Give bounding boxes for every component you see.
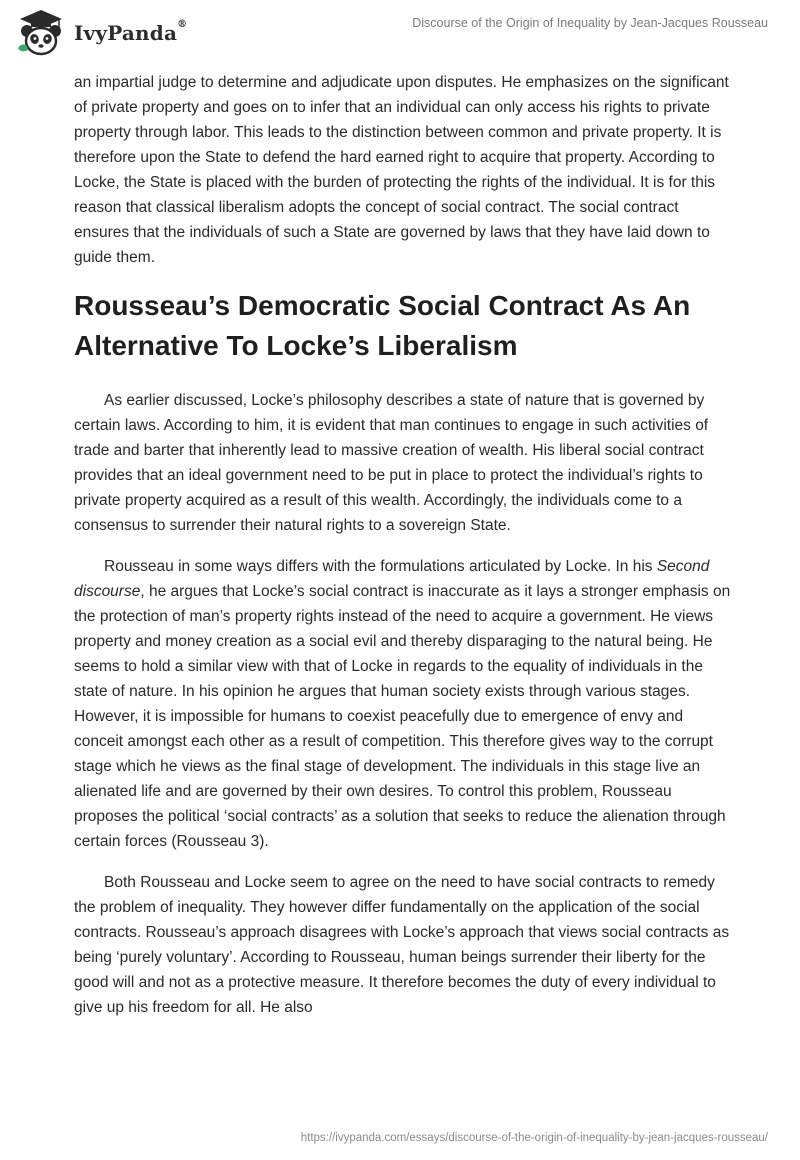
paragraph: Both Rousseau and Locke seem to agree on the need to have social contracts to remedy the problem of inequality. They however differ fundamentally on the application of the social contracts. Rousseau’s approach disagrees with Locke’s approach that views social contracts as being ‘purely voluntary’. According to Rousseau, human beings surrender their liberty for the good will and not as a protective measure. It therefore becomes the duty of every individual to give up his freedom for all. He also (74, 874, 730, 1016)
paragraph: an impartial judge to determine and adjudicate upon disputes. He emphasizes on the significant of private property and goes on to infer that an individual can only access his rights to private property through labor. This leads to the distinction between common and private property. It is therefore upon the State to defend the hard earned right to acquire that property. According to Locke, the State is placed with the burden of protecting the rights of the individual. It is for this reason that classical liberalism adopts the concept of social contract. The social contract ensures that the individuals of such a State are governed by laws that they have laid down to guide them. (74, 74, 729, 266)
paragraph: As earlier discussed, Locke’s philosophy describes a state of nature that is governed by certain laws. According to him, it is evident that man continues to engage in such activities of trade and barter that inherently lead to massive creation of wealth. His liberal social contract provides that an ideal government need to be put in place to protect the individual’s rights to private property acquired as a result of this wealth. Accordingly, the individuals come to a consensus to surrender their natural rights to a sovereign State. (74, 392, 709, 534)
paragraph-text: , he argues that Locke’s social contract is inaccurate as it lays a stronger emphasis on the protection of man’s property rights instead of the need to acquire a government. He views property and money creation as a social evil and thereby disparaging to the natural being. He seems to hold a similar view with that of Locke in regards to the equality of individuals in the state of nature. In his opinion he argues that human society exists through various stages. However, it is impossible for humans to coexist peacefully due to emergence of envy and conceit amongst each other as a result of competition. This therefore gives way to the corrupt stage which he views as the final stage of development. The individuals in this stage live an alienated life and are governed by their own desires. To control this problem, Rousseau proposes the political ‘social contracts’ as a solution that seeks to reduce the alienation through certain forces (Rousseau 3). (74, 583, 731, 850)
source-url[interactable]: https://ivypanda.com/essays/discourse-of-the-origin-of-inequality-by-jean-jacques-rousseau/ (300, 1132, 768, 1144)
page-header (0, 0, 800, 70)
document-title: Discourse of the Origin of Inequality by Jean-Jacques Rousseau (412, 16, 768, 30)
logo[interactable] (14, 6, 187, 60)
brand-name: IvyPanda® (74, 19, 188, 45)
panda-graduation-icon (14, 6, 68, 60)
section-heading: Rousseau’s Democratic Social Contract As An Alternative To Locke’s Liberalism (74, 290, 691, 361)
paragraph-text: Rousseau in some ways differs with the formulations articulated by Locke. In his (104, 558, 657, 575)
article-body (74, 70, 734, 1036)
book-title-italic: Second discourse (74, 558, 710, 600)
paragraph (74, 554, 734, 854)
